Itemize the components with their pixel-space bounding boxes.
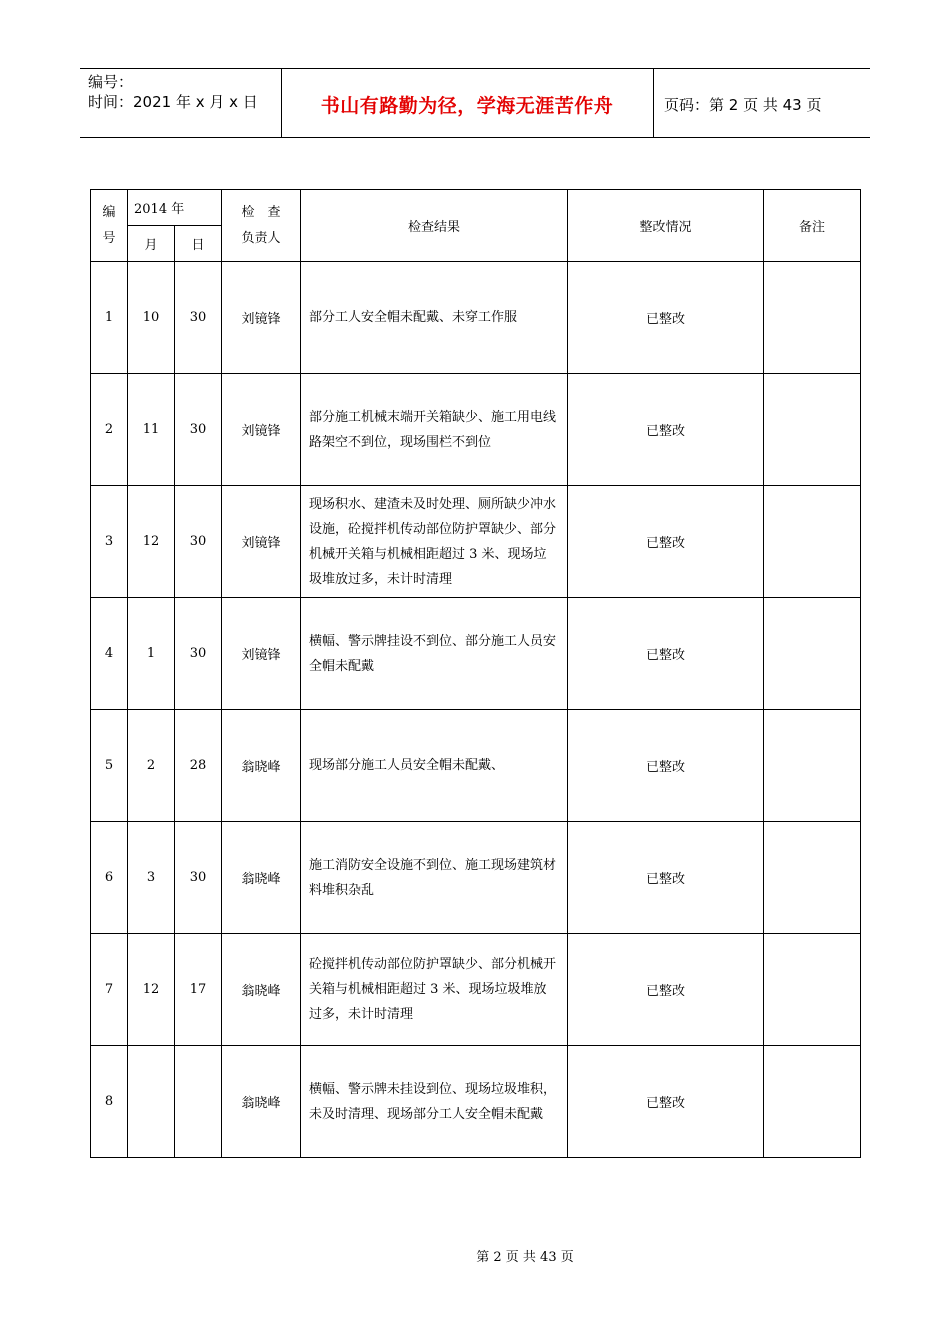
row-result: 现场积水、建渣未及时处理、厕所缺少冲水设施，砼搅拌机传动部位防护罩缺少、部分机械开关箱与机械相距超过 3 米、现场垃圾堆放过多，未计时清理 — [301, 486, 568, 598]
header-meta — [88, 72, 278, 112]
header-year-cell: 2014 年 — [128, 190, 222, 226]
header-motto: 书山有路勤为径，学海无涯苦作舟 — [320, 95, 614, 117]
table-row — [91, 262, 861, 374]
doc-number: 编号： — [88, 73, 134, 91]
row-inspector: 刘镜锋 — [222, 262, 301, 374]
row-number: 4 — [91, 598, 128, 710]
table-row — [91, 598, 861, 710]
row-day: 30 — [175, 374, 222, 486]
row-remark — [764, 934, 861, 1046]
row-month: 1 — [128, 598, 175, 710]
page-footer: 第 2 页 共 43 页 — [476, 1250, 574, 1265]
row-status: 已整改 — [568, 822, 764, 934]
header-rectification-cell: 整改情况 — [568, 190, 764, 262]
header-day-cell: 日 — [175, 226, 222, 262]
table-row — [91, 934, 861, 1046]
row-result: 部分工人安全帽未配戴、未穿工作服 — [301, 262, 568, 374]
row-result: 横幅、警示牌未挂设到位、现场垃圾堆积，未及时清理、现场部分工人安全帽未配戴 — [301, 1046, 568, 1158]
doc-date: 时间：2021 年 x 月 x 日 — [88, 93, 258, 111]
header-divider — [653, 69, 654, 137]
row-result: 现场部分施工人员安全帽未配戴、 — [301, 710, 568, 822]
header-page-info: 页码：第 2 页 共 43 页 — [664, 96, 822, 114]
row-status: 已整改 — [568, 598, 764, 710]
row-inspector: 翁晓峰 — [222, 1046, 301, 1158]
row-number: 8 — [91, 1046, 128, 1158]
row-month: 11 — [128, 374, 175, 486]
row-remark — [764, 374, 861, 486]
header-index-cell — [91, 190, 128, 262]
row-remark — [764, 1046, 861, 1158]
row-inspector: 翁晓峰 — [222, 934, 301, 1046]
page-header — [80, 68, 870, 138]
table-row — [91, 710, 861, 822]
header-inspector-line1: 检 查 — [241, 204, 281, 220]
row-number: 5 — [91, 710, 128, 822]
row-number: 6 — [91, 822, 128, 934]
row-result: 砼搅拌机传动部位防护罩缺少、部分机械开关箱与机械相距超过 3 米、现场垃圾堆放过多，未计时清理 — [301, 934, 568, 1046]
row-status: 已整改 — [568, 934, 764, 1046]
row-inspector: 刘镜锋 — [222, 598, 301, 710]
row-month: 3 — [128, 822, 175, 934]
row-day: 30 — [175, 486, 222, 598]
row-number: 2 — [91, 374, 128, 486]
row-result: 横幅、警示牌挂设不到位、部分施工人员安全帽未配戴 — [301, 598, 568, 710]
row-day: 30 — [175, 262, 222, 374]
table-row — [91, 486, 861, 598]
header-inspector-line2: 负责人 — [241, 230, 281, 246]
row-month: 12 — [128, 486, 175, 598]
header-index-line2: 号 — [102, 230, 116, 246]
row-status: 已整改 — [568, 262, 764, 374]
row-status: 已整改 — [568, 486, 764, 598]
header-index-line1: 编 — [102, 204, 116, 220]
row-remark — [764, 486, 861, 598]
row-remark — [764, 598, 861, 710]
row-inspector: 刘镜锋 — [222, 374, 301, 486]
row-month: 10 — [128, 262, 175, 374]
row-day: 28 — [175, 710, 222, 822]
row-inspector: 翁晓峰 — [222, 710, 301, 822]
row-remark — [764, 262, 861, 374]
row-remark — [764, 710, 861, 822]
table-row — [91, 1046, 861, 1158]
row-month: 2 — [128, 710, 175, 822]
row-number: 7 — [91, 934, 128, 1046]
row-result: 施工消防安全设施不到位、施工现场建筑材料堆积杂乱 — [301, 822, 568, 934]
row-day: 17 — [175, 934, 222, 1046]
row-day: 30 — [175, 822, 222, 934]
row-day: 30 — [175, 598, 222, 710]
row-day — [175, 1046, 222, 1158]
header-month-cell: 月 — [128, 226, 175, 262]
row-number: 3 — [91, 486, 128, 598]
row-status: 已整改 — [568, 1046, 764, 1158]
row-month: 12 — [128, 934, 175, 1046]
header-remark-cell: 备注 — [764, 190, 861, 262]
header-inspector-cell — [222, 190, 301, 262]
row-inspector: 刘镜锋 — [222, 486, 301, 598]
row-status: 已整改 — [568, 710, 764, 822]
inspection-table — [90, 189, 861, 1158]
row-result: 部分施工机械末端开关箱缺少、施工用电线路架空不到位，现场围栏不到位 — [301, 374, 568, 486]
row-inspector: 翁晓峰 — [222, 822, 301, 934]
row-month — [128, 1046, 175, 1158]
table-row — [91, 374, 861, 486]
table-row — [91, 822, 861, 934]
table-header-row — [91, 190, 861, 226]
row-remark — [764, 822, 861, 934]
row-number: 1 — [91, 262, 128, 374]
row-status: 已整改 — [568, 374, 764, 486]
header-result-cell: 检查结果 — [301, 190, 568, 262]
